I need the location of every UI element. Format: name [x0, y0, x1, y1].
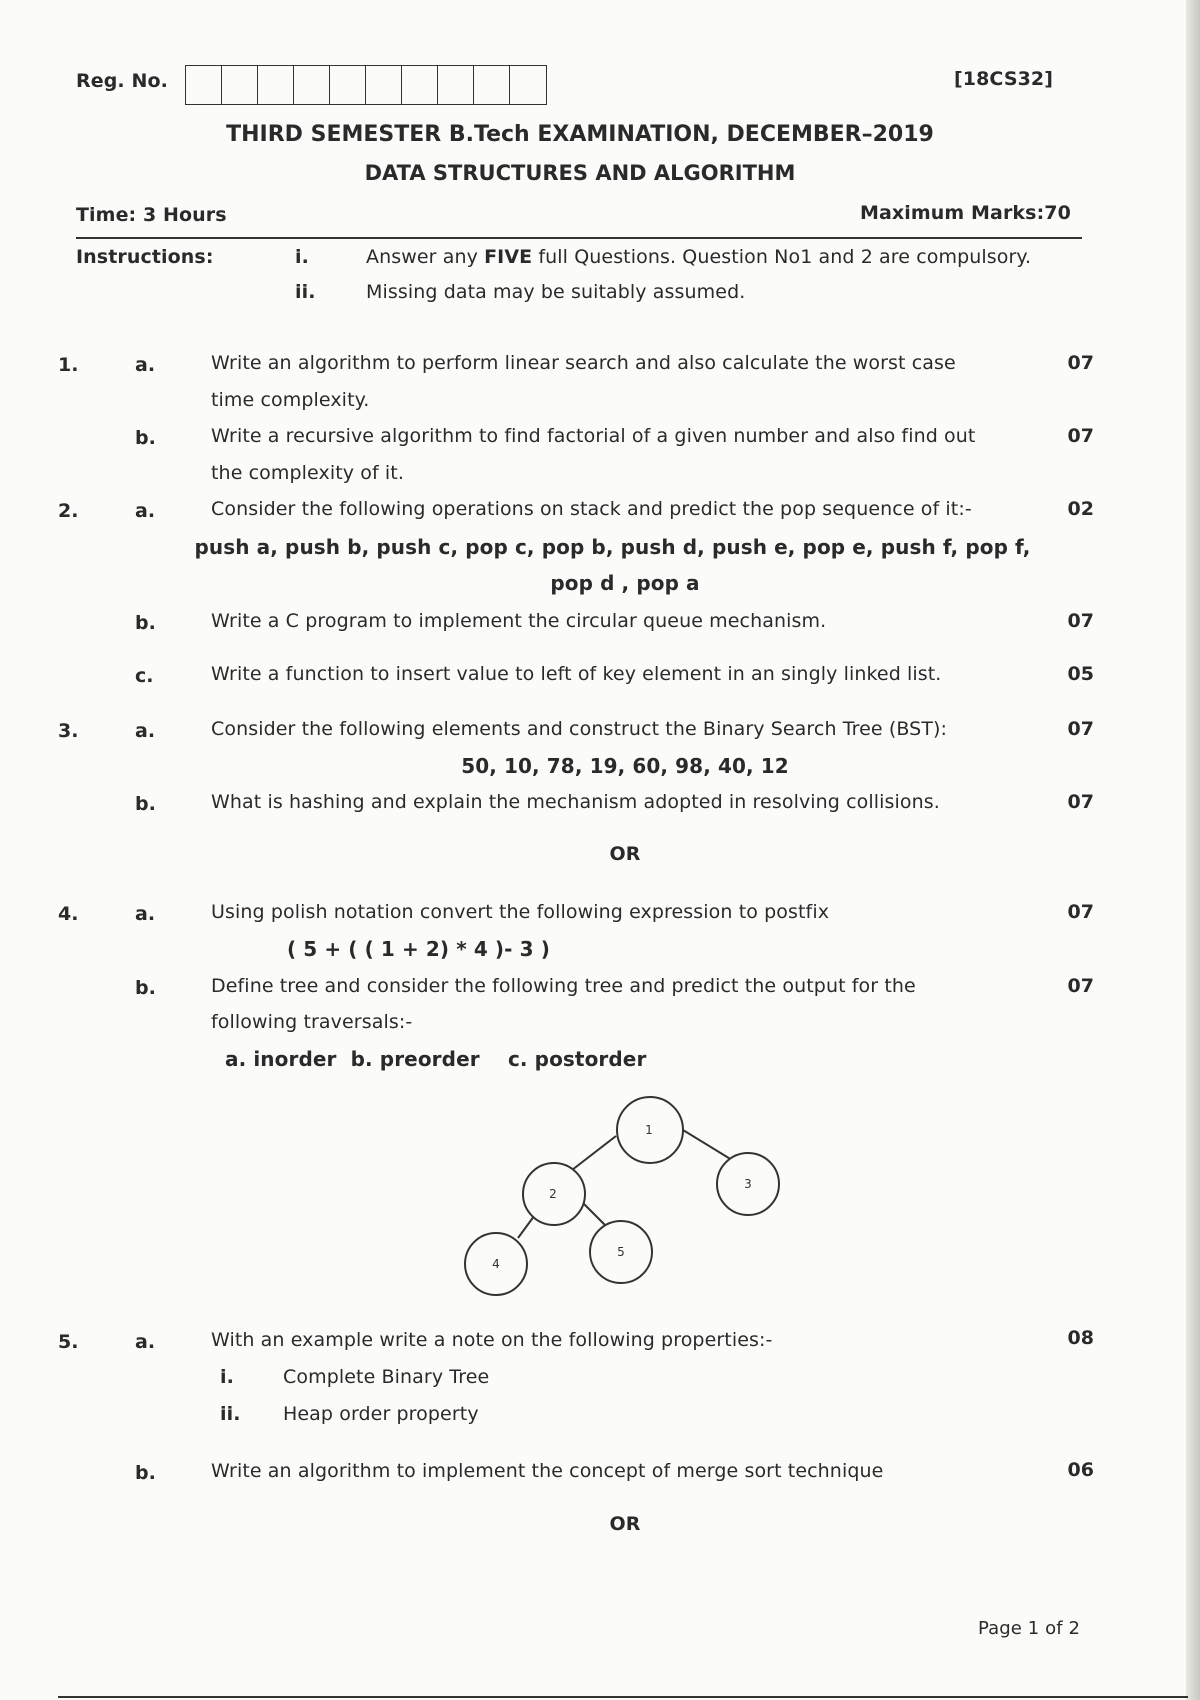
- footer-rule: [58, 1696, 1188, 1698]
- q1a-marks: 07: [1067, 352, 1094, 374]
- q5a-item-2-num: ii.: [220, 1403, 241, 1425]
- q3b-label: b.: [135, 793, 156, 815]
- q1b-line2: the complexity of it.: [211, 462, 404, 484]
- q5a-item-2-text: Heap order property: [283, 1403, 479, 1425]
- q1b-label: b.: [135, 427, 156, 449]
- exam-title: THIRD SEMESTER B.Tech EXAMINATION, DECEMBER–2019: [226, 122, 934, 147]
- edge-1-3: [683, 1130, 732, 1160]
- reg-no-cell: [258, 66, 294, 104]
- q4b-line1: Define tree and consider the following tree and predict the output for the: [211, 975, 916, 997]
- tree-label-3: 3: [744, 1177, 752, 1191]
- reg-no-cell: [510, 66, 546, 104]
- instruction-1-num: i.: [295, 246, 309, 268]
- reg-no-cell: [366, 66, 402, 104]
- q4b-marks: 07: [1067, 975, 1094, 997]
- q5b-marks: 06: [1067, 1459, 1094, 1481]
- or-separator-2: OR: [609, 1513, 641, 1535]
- time-label: Time: 3 Hours: [76, 204, 227, 226]
- reg-no-cell: [402, 66, 438, 104]
- q2a-text: Consider the following operations on stack and predict the pop sequence of it:-: [211, 498, 972, 520]
- q2c-text: Write a function to insert value to left of key element in an singly linked list.: [211, 663, 942, 685]
- reg-no-cell: [186, 66, 222, 104]
- q3a-text: Consider the following elements and construct the Binary Search Tree (BST):: [211, 718, 948, 740]
- q5a-item-1-text: Complete Binary Tree: [283, 1366, 490, 1388]
- q4b-label: b.: [135, 977, 156, 999]
- course-code: [18CS32]: [954, 68, 1054, 90]
- or-separator-1: OR: [609, 843, 641, 865]
- reg-no-cell: [294, 66, 330, 104]
- reg-no-cell: [222, 66, 258, 104]
- q2a-marks: 02: [1067, 498, 1094, 520]
- q3b-text: What is hashing and explain the mechanism adopted in resolving collisions.: [211, 791, 940, 813]
- tree-label-1: 1: [645, 1123, 653, 1137]
- q5a-text: With an example write a note on the following properties:-: [211, 1329, 773, 1351]
- q3a-marks: 07: [1067, 718, 1094, 740]
- q1a-line2: time complexity.: [211, 389, 370, 411]
- q5b-label: b.: [135, 1462, 156, 1484]
- q4b-line2: following traversals:-: [211, 1011, 413, 1033]
- tree-label-5: 5: [617, 1245, 625, 1259]
- subject-title: DATA STRUCTURES AND ALGORITHM: [364, 161, 796, 185]
- q5a-marks: 08: [1067, 1327, 1094, 1349]
- q5a-item-1-num: i.: [220, 1366, 234, 1388]
- q1a-label: a.: [135, 354, 156, 376]
- q3b-marks: 07: [1067, 791, 1094, 813]
- tree-label-4: 4: [492, 1257, 500, 1271]
- page-number: Page 1 of 2: [978, 1618, 1081, 1639]
- q2c-marks: 05: [1067, 663, 1094, 685]
- q4a-expression: ( 5 + ( ( 1 + 2) * 4 )- 3 ): [287, 937, 550, 961]
- q3a-label: a.: [135, 720, 156, 742]
- q1a-line1: Write an algorithm to perform linear search and also calculate the worst case: [211, 352, 956, 374]
- instruction-2-text: Missing data may be suitably assumed.: [366, 281, 746, 303]
- max-marks-label: Maximum Marks:70: [860, 202, 1071, 224]
- edge-1-2: [572, 1136, 616, 1170]
- q2-number: 2.: [58, 500, 79, 522]
- q1b-line1: Write a recursive algorithm to find factorial of a given number and also find out: [211, 425, 976, 447]
- q1-number: 1.: [58, 354, 79, 376]
- instruction-1-text: Answer any FIVE full Questions. Question No1 and 2 are compulsory.: [366, 246, 1032, 268]
- tree-label-2: 2: [549, 1187, 557, 1201]
- q2a-ops-line2: pop d , pop a: [550, 571, 700, 595]
- q4a-marks: 07: [1067, 901, 1094, 923]
- q4b-traversals: a. inorder b. preorder c. postorder: [225, 1047, 647, 1071]
- q2b-text: Write a C program to implement the circular queue mechanism.: [211, 610, 827, 632]
- q5b-text: Write an algorithm to implement the concept of merge sort technique: [211, 1460, 884, 1482]
- q4a-text: Using polish notation convert the following expression to postfix: [211, 901, 830, 923]
- q2b-marks: 07: [1067, 610, 1094, 632]
- q2c-label: c.: [135, 665, 154, 687]
- reg-no-cell: [438, 66, 474, 104]
- reg-no-cell: [330, 66, 366, 104]
- instruction-2-num: ii.: [295, 281, 316, 303]
- q1b-marks: 07: [1067, 425, 1094, 447]
- q4-number: 4.: [58, 903, 79, 925]
- q2b-label: b.: [135, 612, 156, 634]
- q2a-label: a.: [135, 500, 156, 522]
- reg-no-cell: [474, 66, 510, 104]
- q5-number: 5.: [58, 1331, 79, 1353]
- q2a-ops-line1: push a, push b, push c, pop c, pop b, push d, push e, pop e, push f, pop f,: [194, 535, 1031, 559]
- q4a-label: a.: [135, 903, 156, 925]
- instructions-label: Instructions:: [76, 246, 214, 268]
- reg-no-label: Reg. No.: [76, 70, 168, 92]
- q5a-label: a.: [135, 1331, 156, 1353]
- q3-number: 3.: [58, 720, 79, 742]
- q3a-elements: 50, 10, 78, 19, 60, 98, 40, 12: [461, 754, 789, 778]
- binary-tree-diagram: [440, 1090, 800, 1310]
- header-divider: [76, 237, 1082, 239]
- reg-no-boxes: [185, 65, 547, 105]
